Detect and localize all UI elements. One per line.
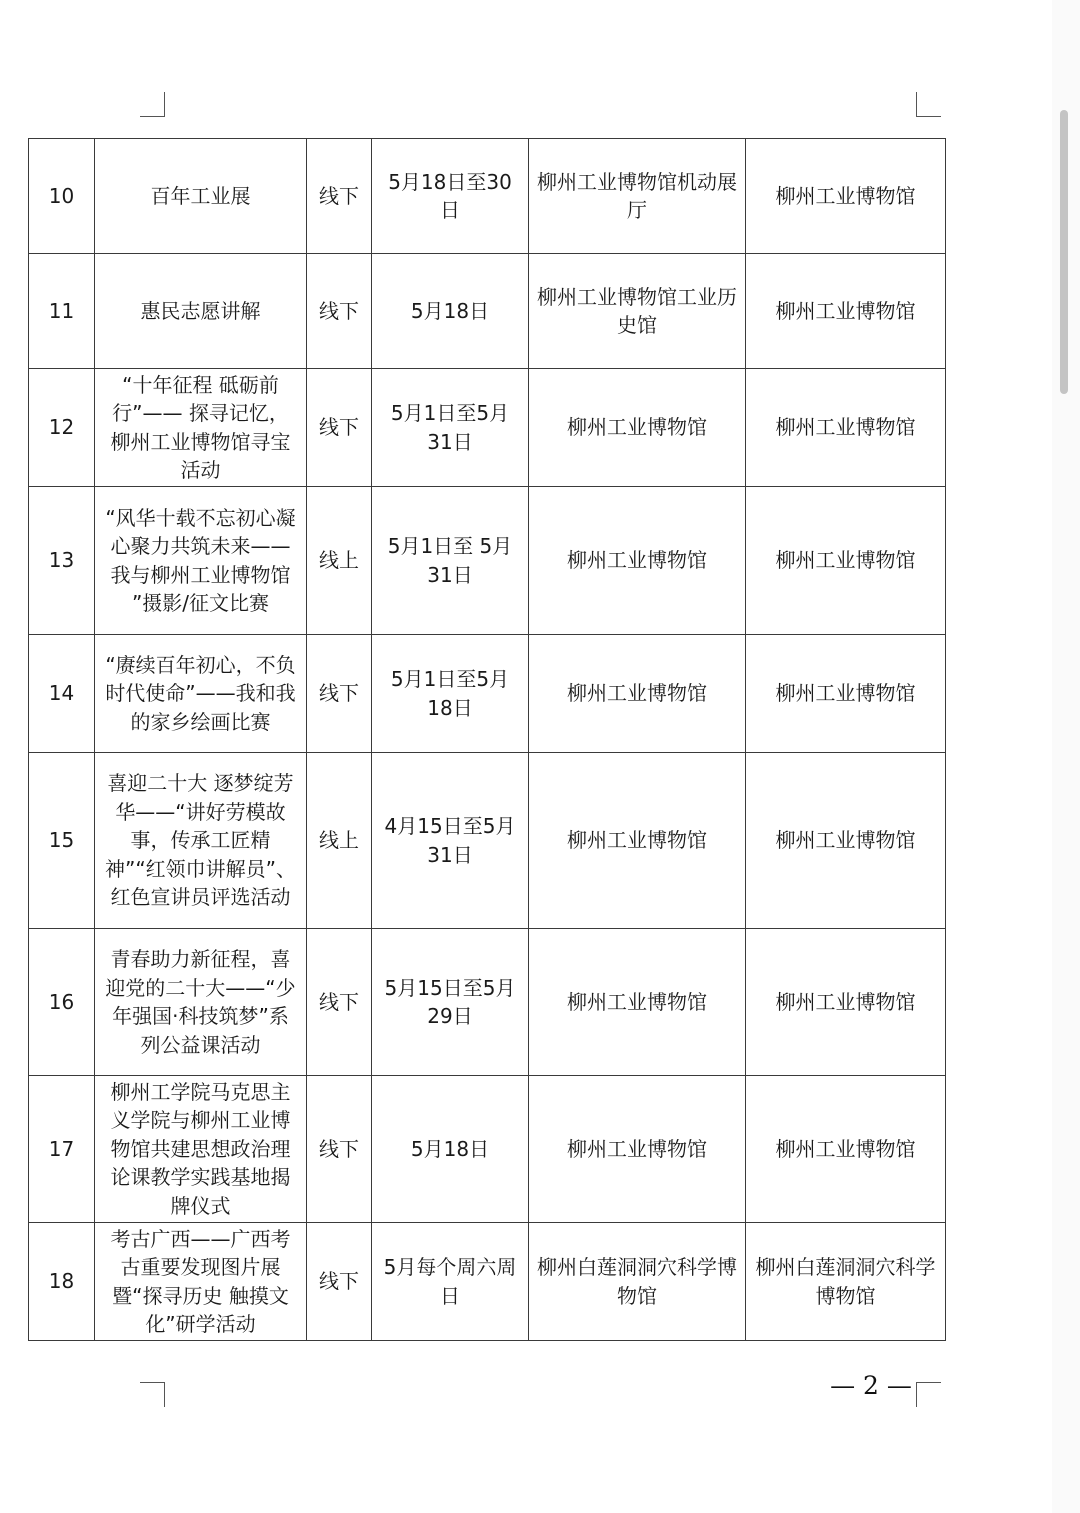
table-row [29,635,946,753]
activity-mode: 线下 [307,929,372,1076]
activity-mode: 线下 [307,254,372,369]
activity-venue: 柳州工业博物馆 [529,369,746,487]
activity-name: 青春助力新征程，喜迎党的二十大——“少年强国·科技筑梦”系列公益课活动 [95,929,307,1076]
activity-mode: 线下 [307,635,372,753]
row-number: 10 [29,139,95,254]
activity-organizer: 柳州工业博物馆 [746,139,946,254]
row-number: 18 [29,1223,95,1341]
activity-organizer: 柳州工业博物馆 [746,1076,946,1223]
activity-date: 5月1日至 5月31日 [372,487,529,635]
activity-name: 柳州工学院马克思主义学院与柳州工业博物馆共建思想政治理论课教学实践基地揭牌仪式 [95,1076,307,1223]
activity-date: 5月18日至30日 [372,139,529,254]
activity-name: 考古广西——广西考古重要发现图片展暨“探寻历史 触摸文化”研学活动 [95,1223,307,1341]
activity-date: 5月18日 [372,254,529,369]
activity-date: 5月1日至5月31日 [372,369,529,487]
row-number: 17 [29,1076,95,1223]
row-number: 11 [29,254,95,369]
activity-mode: 线下 [307,1223,372,1341]
activity-venue: 柳州白莲洞洞穴科学博物馆 [529,1223,746,1341]
crop-mark-top-right [916,92,941,117]
activity-mode: 线上 [307,487,372,635]
row-number: 14 [29,635,95,753]
activity-name: 百年工业展 [95,139,307,254]
activity-venue: 柳州工业博物馆 [529,753,746,929]
row-number: 16 [29,929,95,1076]
activity-date: 5月18日 [372,1076,529,1223]
activity-date: 4月15日至5月31日 [372,753,529,929]
activity-date: 5月每个周六周日 [372,1223,529,1341]
activity-name: “赓续百年初心，不负时代使命”——我和我的家乡绘画比赛 [95,635,307,753]
activity-mode: 线上 [307,753,372,929]
crop-mark-top-left [140,92,165,117]
table-row [29,487,946,635]
crop-mark-bottom-right [916,1382,941,1407]
activity-venue: 柳州工业博物馆机动展厅 [529,139,746,254]
activity-organizer: 柳州工业博物馆 [746,635,946,753]
activity-organizer: 柳州工业博物馆 [746,929,946,1076]
activity-name: “十年征程 砥砺前行”—— 探寻记忆，柳州工业博物馆寻宝活动 [95,369,307,487]
activity-venue: 柳州工业博物馆 [529,487,746,635]
page-number: — 2 — [830,1371,912,1400]
table-row [29,929,946,1076]
table-row [29,139,946,254]
activity-date: 5月1日至5月18日 [372,635,529,753]
scrollbar[interactable] [1060,110,1068,394]
activity-mode: 线下 [307,369,372,487]
activity-organizer: 柳州白莲洞洞穴科学博物馆 [746,1223,946,1341]
activity-venue: 柳州工业博物馆 [529,1076,746,1223]
activity-table [28,138,946,1341]
table-row [29,753,946,929]
table-row [29,254,946,369]
activity-organizer: 柳州工业博物馆 [746,487,946,635]
table-row [29,1076,946,1223]
crop-mark-bottom-left [140,1382,165,1407]
row-number: 12 [29,369,95,487]
activity-organizer: 柳州工业博物馆 [746,753,946,929]
activity-organizer: 柳州工业博物馆 [746,369,946,487]
activity-organizer: 柳州工业博物馆 [746,254,946,369]
table-row [29,369,946,487]
activity-mode: 线下 [307,139,372,254]
activity-name: 喜迎二十大 逐梦绽芳华——“讲好劳模故事，传承工匠精神”“红领巾讲解员”、红色宣讲员评选活动 [95,753,307,929]
activity-venue: 柳州工业博物馆 [529,929,746,1076]
row-number: 13 [29,487,95,635]
activity-mode: 线下 [307,1076,372,1223]
activity-venue: 柳州工业博物馆 [529,635,746,753]
activity-date: 5月15日至5月29日 [372,929,529,1076]
table-row [29,1223,946,1341]
activity-name: “风华十载不忘初心凝心聚力共筑未来——我与柳州工业博物馆 ”摄影/征文比赛 [95,487,307,635]
row-number: 15 [29,753,95,929]
activity-name: 惠民志愿讲解 [95,254,307,369]
activity-venue: 柳州工业博物馆工业历史馆 [529,254,746,369]
